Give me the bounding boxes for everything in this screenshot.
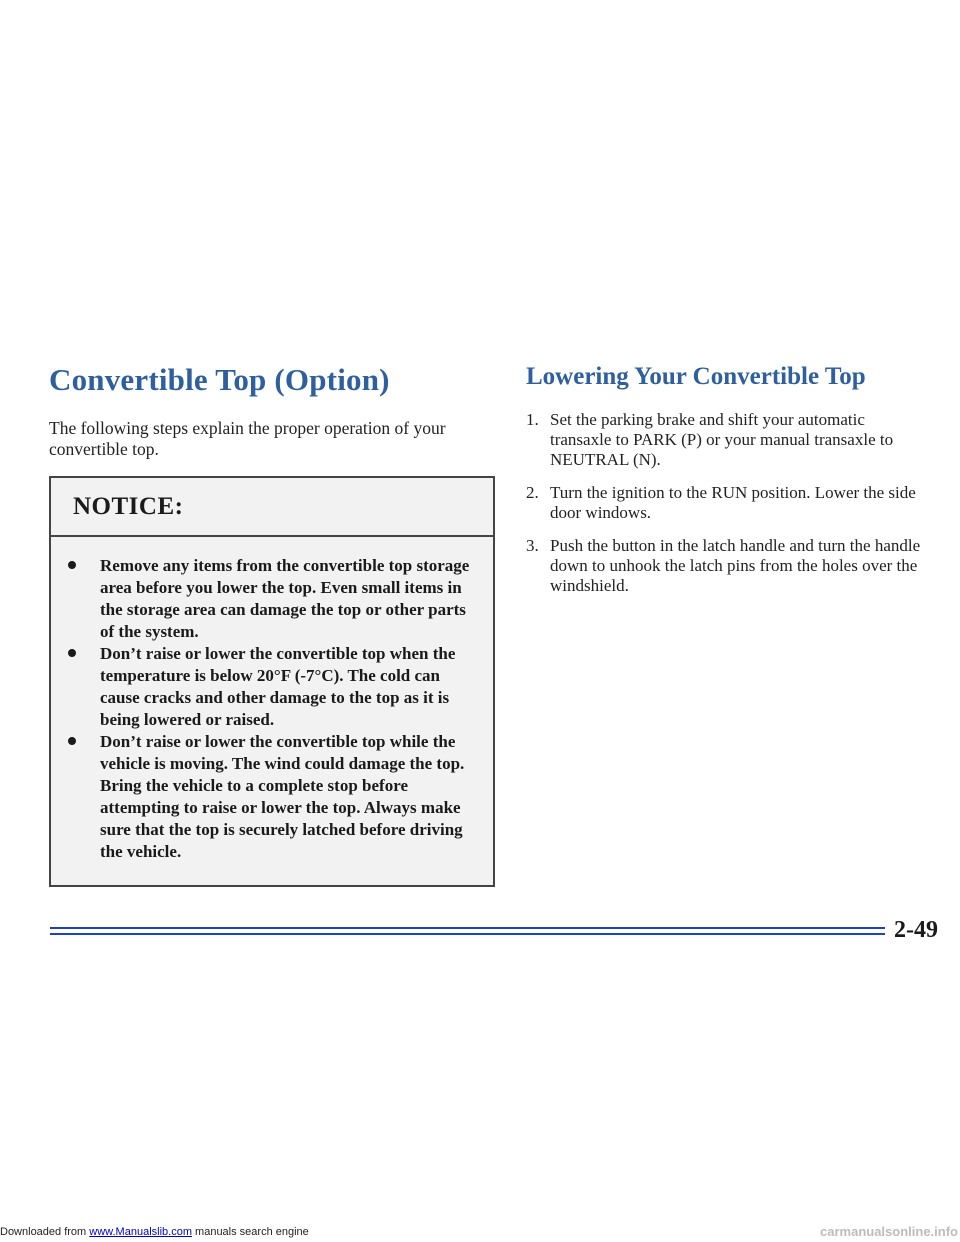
steps-list (500, 410, 930, 596)
notice-box (49, 476, 495, 887)
watermark: carmanualsonline.info (820, 1224, 958, 1239)
footer-rule (50, 933, 885, 935)
bullet-icon (68, 737, 76, 745)
bullet-icon (68, 649, 76, 657)
convertible-top-section (49, 362, 499, 887)
notice-item-text: Don’t raise or lower the convertible top while the vehicle is moving. The wind could damage the top. Bring the vehicle to a complete stop before attempting to raise or lower the top. Always make sure that the top is securely latched before driving the vehicle. (100, 732, 465, 861)
footer-rule (50, 927, 885, 929)
step-text: Push the button in the latch handle and turn the handle down to unhook the latch pins from the holes over the windshield. (550, 536, 921, 595)
download-footer (0, 1226, 309, 1238)
notice-title: NOTICE: (51, 478, 493, 537)
notice-item-text: Don’t raise or lower the convertible top when the temperature is below 20°F (-7°C). The cold can cause cracks and other damage to the top as it is being lowered or raised. (100, 644, 456, 729)
page-number: 2-49 (894, 917, 938, 943)
step-item (500, 410, 930, 470)
notice-item (62, 555, 473, 643)
section-heading: Convertible Top (Option) (49, 362, 390, 397)
lowering-top-section (500, 362, 930, 609)
step-item (500, 536, 930, 596)
notice-list (51, 537, 493, 885)
footer-prefix: Downloaded from (0, 1226, 90, 1238)
notice-item-text: Remove any items from the convertible top storage area before you lower the top. Even small items in the storage area can damage the top or other parts of the system. (100, 556, 470, 641)
step-item (500, 483, 930, 523)
intro-paragraph: The following steps explain the proper operation of your convertible top. (49, 418, 446, 459)
step-text: Set the parking brake and shift your automatic transaxle to PARK (P) or your manual transaxle to NEUTRAL (N). (550, 410, 894, 469)
manualslib-link[interactable]: www.Manualslib.com (89, 1226, 192, 1238)
step-number: 3. (526, 536, 539, 555)
step-number: 1. (526, 410, 539, 429)
notice-item (62, 643, 473, 731)
step-text: Turn the ignition to the RUN position. Lower the side door windows. (550, 483, 916, 522)
bullet-icon (68, 561, 76, 569)
step-number: 2. (526, 483, 539, 502)
notice-item (62, 731, 473, 863)
section-heading: Lowering Your Convertible Top (526, 363, 866, 390)
footer-suffix: manuals search engine (191, 1226, 309, 1238)
